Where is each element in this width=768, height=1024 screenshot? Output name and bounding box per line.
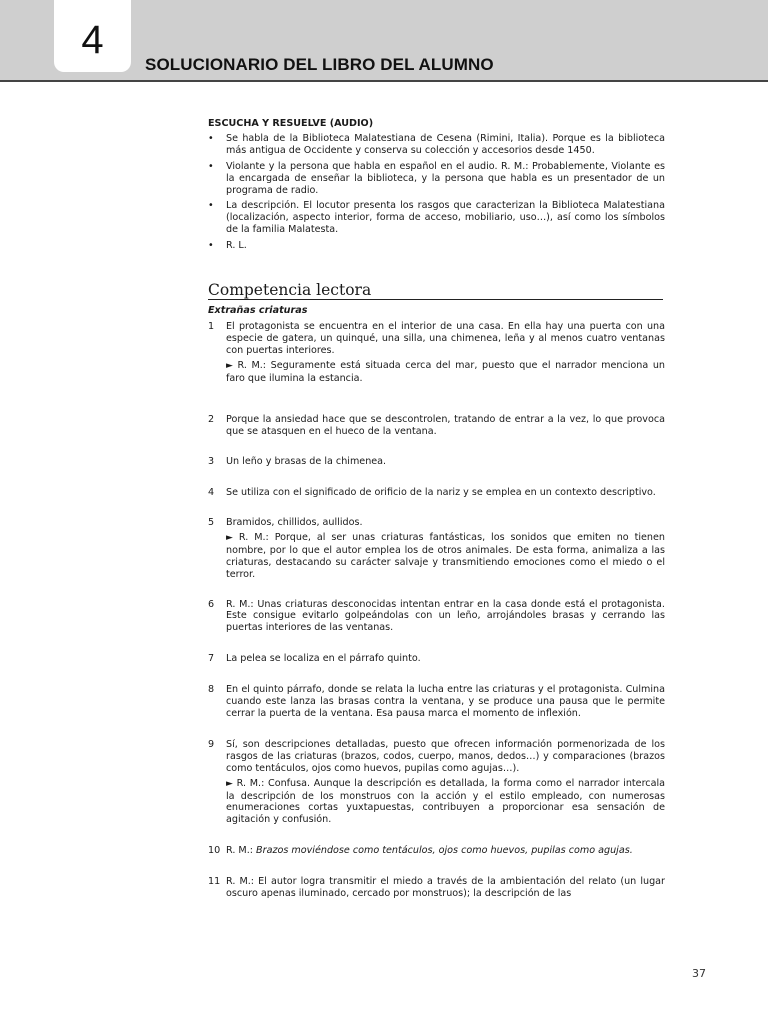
- list-item: [208, 517, 665, 581]
- chapter-number: 4: [81, 18, 104, 62]
- list-item: [208, 200, 665, 236]
- bullet-text: Se habla de la Biblioteca Malatestiana de Cesena (Rimini, Italia). Porque es la biblioteca más antigua de Occidente y conserva su colección y accesorios desde 1450.: [226, 132, 665, 156]
- answer-text: Bramidos, chillidos, aullidos.: [226, 517, 363, 529]
- answer-number: 10: [208, 845, 221, 857]
- bullet-text: La descripción. El locutor presenta los rasgos que caracterizan la Biblioteca Malatestiana (localización, aspecto interior, forma de acceso, mobiliario, uso…), así como los símbolos de la familia Malatesta.: [226, 200, 665, 236]
- answer-number: 4: [208, 487, 215, 499]
- page-number: 37: [692, 967, 706, 980]
- list-item: [208, 845, 665, 857]
- list-item: [208, 739, 665, 826]
- answer-text: R. M.: Unas criaturas desconocidas intentan entrar en la casa donde está el protagonista. Este consigue evitarlo golpeándolas con un leño, arrojándoles brasas y cerrando las puertas interiores de las ventanas.: [226, 598, 665, 634]
- section-title: Competencia lectora: [208, 285, 663, 300]
- answer-number: 1: [208, 320, 215, 332]
- reading-title: Extrañas criaturas: [208, 304, 308, 316]
- answer-subnote: [226, 360, 665, 385]
- list-item: [208, 684, 665, 720]
- answer-subnote: [226, 532, 665, 581]
- list-item: [208, 133, 665, 157]
- header-divider: [0, 80, 768, 82]
- answer-text: La pelea se localiza en el párrafo quinto.: [226, 653, 421, 665]
- answer-text: Se utiliza con el significado de orificio de la nariz y se emplea en un contexto descriptivo.: [226, 487, 656, 499]
- answer-text: R. M.: El autor logra transmitir el miedo a través de la ambientación del relato (un lugar oscuro apenas iluminado, cercado por monstruos); la descripción de las: [226, 876, 665, 900]
- list-item: [208, 876, 665, 900]
- answer-number: 3: [208, 456, 215, 468]
- answer-list: [208, 321, 665, 900]
- bullet-text: Violante y la persona que habla en español en el audio. R. M.: Probablemente, Violante es la encargada de enseñar la biblioteca, y la persona que habla es un presentador de un programa de radio.: [226, 160, 665, 196]
- list-item: [208, 414, 665, 438]
- answer-italic-text: Brazos moviéndose como tentáculos, ojos como huevos, pupilas como agujas.: [256, 845, 633, 857]
- list-item: [208, 599, 665, 635]
- answer-prefix: R. M.:: [226, 845, 257, 857]
- answer-number: 6: [208, 598, 215, 610]
- answer-text: Un leño y brasas de la chimenea.: [226, 456, 387, 468]
- list-item: [208, 321, 665, 385]
- answer-number: 5: [208, 517, 215, 529]
- audio-bullet-list: [208, 133, 665, 252]
- audio-section-title: ESCUCHA Y RESUELVE (AUDIO): [208, 118, 374, 129]
- list-item: [208, 161, 665, 197]
- arrow-icon: ►: [226, 778, 233, 789]
- header-title: SOLUCIONARIO DEL LIBRO DEL ALUMNO: [145, 55, 494, 74]
- answer-text: Porque la ansiedad hace que se descontrolen, tratando de entrar a la vez, lo que provoca que se atasquen en el hueco de la ventana.: [226, 414, 665, 438]
- arrow-icon: ►: [226, 532, 233, 543]
- arrow-icon: ►: [226, 360, 233, 371]
- page-content: [208, 118, 665, 900]
- subnote-text: R. M.: Seguramente está situada cerca del mar, puesto que el narrador menciona un faro que ilumina la estancia.: [226, 359, 665, 384]
- list-item: [208, 456, 665, 468]
- chapter-tab: [54, 0, 131, 72]
- answer-number: 7: [208, 653, 215, 665]
- subnote-text: R. M.: Confusa. Aunque la descripción es detallada, la forma como el narrador intercala la descripción de los monstruos con la acción y el estilo empleado, con numerosas enumeraciones cortas yuxtapuestas, contribuyen a proporcionar esa sensación de agitación y confusión.: [226, 777, 665, 826]
- answer-number: 8: [208, 684, 215, 696]
- answer-text: Sí, son descripciones detalladas, puesto que ofrecen información pormenorizada de los rasgos de las criaturas (brazos, codos, cuerpo, manos, dedos…) y comparaciones (brazos como tentáculos, ojos como huevos, pupilas como agujas…).: [226, 738, 665, 774]
- list-item: [208, 487, 665, 499]
- bullet-text: R. L.: [226, 240, 247, 252]
- subnote-text: R. M.: Porque, al ser unas criaturas fantásticas, los sonidos que emiten no tienen nombre, por lo que el autor emplea los de otros animales. De esta forma, animaliza a las criaturas, destacando su carácter salvaje y transmitiendo emociones como el miedo o el terror.: [226, 531, 665, 580]
- answer-text: En el quinto párrafo, donde se relata la lucha entre las criaturas y el protagonista. Culmina cuando este lanza las brasas contra la ventana, y se produce una pausa que le permite cerrar la puerta de la ventana. Esa pausa marca el momento de inflexión.: [226, 684, 665, 719]
- list-item: [208, 653, 665, 665]
- answer-subnote: [226, 778, 665, 827]
- answer-number: 9: [208, 738, 215, 750]
- list-item: [208, 240, 665, 252]
- answer-number: 11: [208, 876, 221, 888]
- answer-number: 2: [208, 414, 215, 426]
- answer-text: El protagonista se encuentra en el interior de una casa. En ella hay una puerta con una especie de gatera, un quinqué, una silla, una chimenea, leña y al menos cuatro ventanas con puertas interiores.: [226, 320, 665, 356]
